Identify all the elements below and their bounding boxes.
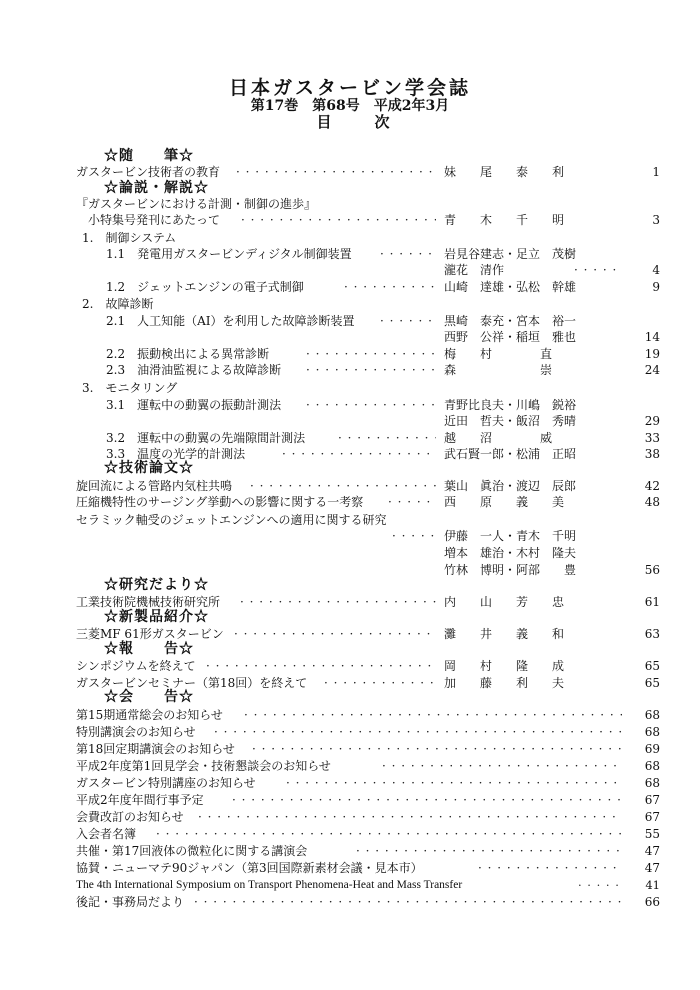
entry-page: 29 [644,414,660,428]
entry-title: 2.2 振動検出による異常診断 [106,347,270,361]
entry-author: 西 原 義 美 [444,495,565,509]
dot-leader [198,809,622,825]
entry-title: 『ガスタービンにおける計測・制御の進歩』 [76,197,317,211]
toc-entry[interactable] [76,494,660,510]
entry-page: 55 [644,827,660,841]
dot-leader [306,346,436,362]
entry-page: 65 [644,676,660,690]
dot-leader [234,626,436,642]
entry-page: 38 [644,447,660,461]
entry-title: 平成2年度第1回見学会・技術懇談会のお知らせ [76,759,331,773]
toc-entry[interactable] [76,707,660,723]
toc-entry [76,230,660,246]
toc-entry[interactable] [76,594,660,610]
toc-entry[interactable] [76,279,660,295]
entry-title: 3. モニタリング [82,381,178,395]
entry-title: 特別講演会のお知らせ [76,725,196,739]
entry-author: 越 沼 威 [444,431,553,445]
entry-page: 1 [652,165,660,179]
entry-page: 48 [644,495,660,509]
entry-author: 青野比良夫・川嶋 鋭裕 [444,398,577,412]
dot-leader [382,758,622,774]
entry-title: 三菱MF 61形ガスタービン [76,627,224,641]
entry-author: 青 木 千 明 [444,213,565,227]
toc-entry[interactable] [76,362,660,378]
entry-page: 67 [644,810,660,824]
toc-entry[interactable] [76,877,660,893]
entry-author: 増本 雄治・木村 隆夫 [444,546,577,560]
entry-page: 42 [644,479,660,493]
entry-page: 47 [644,844,660,858]
entry-page: 67 [644,793,660,807]
entry-title: 会費改訂のお知らせ [76,810,184,824]
toc-entry-continuation [76,545,660,561]
entry-author: 西野 公祥・稲垣 雅也 [444,330,577,344]
entry-page: 68 [644,776,660,790]
toc-heading: 目 次 [316,113,404,131]
entry-page: 69 [644,742,660,756]
toc-entry [76,296,660,312]
entry-title: 3.2 運転中の動翼の先端隙間計測法 [106,431,306,445]
dot-leader [244,707,622,723]
entry-page: 66 [644,895,660,909]
entry-author: 近田 哲夫・飯沼 秀晴 [444,414,577,428]
toc-entry[interactable] [76,430,660,446]
entry-title: 圧縮機特性のサージング挙動への影響に関する一考察 [76,495,364,509]
entry-title: 後記・事務局だより [76,895,185,909]
toc-entry[interactable] [76,675,660,691]
entry-page: 68 [644,725,660,739]
volume-issue: 第17巻 第68号 平成2年3月 [250,98,450,114]
dot-leader [214,724,622,740]
toc-entry[interactable] [76,478,660,494]
toc-entry[interactable] [76,397,660,413]
toc-entry[interactable] [76,446,660,462]
entry-title: ガスタービン技術者の教育 [76,165,221,179]
dot-leader [388,494,436,510]
toc-entry-continuation [76,413,660,429]
toc-entry[interactable] [76,758,660,774]
entry-author: 加 藤 利 夫 [444,676,565,690]
entry-author: 山崎 達雄・弘松 幹雄 [444,280,577,294]
toc-entry[interactable] [76,512,660,528]
toc-entry[interactable] [76,164,660,180]
toc-entry-continuation [76,262,660,278]
entry-title: 旋回流による管路内気柱共鳴 [76,479,233,493]
entry-page: 47 [644,861,660,875]
toc-entry[interactable] [76,775,660,791]
dot-leader [344,279,436,295]
dot-leader [392,528,436,544]
entry-author: 黒崎 泰充・宮本 裕一 [444,314,577,328]
entry-title: ガスタービン特別講座のお知らせ [76,776,256,790]
toc-entry [76,380,660,396]
entry-author: 岩見谷建志・足立 茂樹 [444,247,577,261]
section-lab: ☆研究だより☆ [104,577,209,593]
entry-title: シンポジウムを終えて [76,659,196,673]
entry-page: 4 [652,263,660,277]
dot-leader [194,894,622,910]
toc-entry[interactable] [76,658,660,674]
toc-entry [76,196,660,212]
toc-entry[interactable] [76,826,660,842]
entry-author: 内 山 芳 忠 [444,595,565,609]
section-review: ☆論説・解説☆ [104,180,209,196]
entry-page: 3 [652,213,660,227]
toc-entry[interactable] [76,741,660,757]
entry-author: 瀧花 清作 [444,263,505,277]
entry-title: The 4th International Symposium on Transport Phenomena-Heat and Mass Transfer [76,879,463,891]
dot-leader [241,212,436,228]
entry-author: 竹林 博明・阿部 豊 [444,563,577,577]
toc-entry[interactable] [76,313,660,329]
dot-leader [380,246,436,262]
dot-leader [324,675,436,691]
dot-leader [232,792,622,808]
entry-page: 19 [644,347,660,361]
entry-page: 9 [652,280,660,294]
entry-title: 共催・第17回液体の微粒化に関する講演会 [76,844,308,858]
entry-author: 伊藤 一人・青木 千明 [444,529,577,543]
entry-title: 第18回定期講演会のお知らせ [76,742,235,756]
dot-leader [478,860,622,876]
entry-page: 56 [644,563,660,577]
dot-leader [380,313,436,329]
entry-title: 平成2年度年間行事予定 [76,793,204,807]
dot-leader [338,430,436,446]
dot-leader [356,843,622,859]
toc-entry[interactable] [76,792,660,808]
dot-leader [250,478,436,494]
entry-page: 14 [644,330,660,344]
entry-title: 1. 制御システム [82,231,177,245]
entry-title: 第15期通常総会のお知らせ [76,708,223,722]
toc-entry[interactable] [76,212,660,228]
toc-entry[interactable] [76,724,660,740]
section-tech: ☆技術論文☆ [104,460,194,476]
toc-entry[interactable] [76,809,660,825]
entry-title: 小特集号発刊にあたって [88,213,221,227]
entry-author: 岡 村 隆 成 [444,659,565,673]
dot-leader [574,262,620,278]
entry-title: 入会者名簿 [76,827,137,841]
toc-entry-continuation [76,562,660,578]
section-report: ☆報 告☆ [104,641,194,657]
entry-page: 41 [645,878,660,892]
entry-title: 2. 故障診断 [82,297,154,311]
entry-title: 協賛・ニューマテ90ジャパン（第3回国際新素材会議・見本市） [76,861,423,875]
toc-entry-continuation [76,329,660,345]
dot-leader [206,658,436,674]
entry-title: 2.3 油滑油監視による故障診断 [106,363,282,377]
entry-page: 33 [644,431,660,445]
dot-leader [306,397,436,413]
entry-page: 24 [644,363,660,377]
toc-entry[interactable] [76,843,660,859]
entry-title: ガスタービンセミナー（第18回）を終えて [76,676,308,690]
entry-title: 2.1 人工知能（AI）を利用した故障診断装置 [106,314,355,328]
section-notice: ☆会 告☆ [104,689,194,705]
toc-entry[interactable] [76,860,660,876]
section-essay: ☆随 筆☆ [104,148,194,164]
entry-page: 68 [644,759,660,773]
journal-title: 日本ガスタービン学会誌 [228,77,471,99]
entry-page: 63 [644,627,660,641]
dot-leader [286,775,622,791]
entry-title: 3.1 運転中の動翼の振動計測法 [106,398,282,412]
dot-leader [156,826,622,842]
dot-leader [252,741,622,757]
entry-author: 森 崇 [444,363,553,377]
entry-title: セラミック軸受のジェットエンジンへの適用に関する研究 [76,513,387,527]
entry-author: 灘 井 義 和 [444,627,565,641]
entry-title: 3.3 温度の光学的計測法 [106,447,246,461]
toc-entry[interactable] [76,246,660,262]
dot-leader [282,446,436,462]
toc-entry[interactable] [76,894,660,910]
entry-title: 工業技術院機械技術研究所 [76,595,221,609]
entry-author: 葉山 眞治・渡辺 辰郎 [444,479,577,493]
entry-page: 65 [644,659,660,673]
toc-entry[interactable] [76,626,660,642]
entry-page: 68 [644,708,660,722]
entry-author: 梅 村 直 [444,347,553,361]
entry-author: 妹 尾 泰 利 [444,165,565,179]
entry-author: 武石賢一郎・松浦 正昭 [444,447,577,461]
entry-title: 1.1 発電用ガスタービンディジタル制御装置 [106,247,352,261]
entry-title: 1.2 ジェットエンジンの電子式制御 [106,280,304,294]
toc-entry-continuation [76,528,660,544]
section-product: ☆新製品紹介☆ [104,609,209,625]
entry-page: 61 [644,595,660,609]
dot-leader [578,877,622,893]
toc-entry[interactable] [76,346,660,362]
dot-leader [236,164,436,180]
dot-leader [306,362,436,378]
dot-leader [240,594,436,610]
